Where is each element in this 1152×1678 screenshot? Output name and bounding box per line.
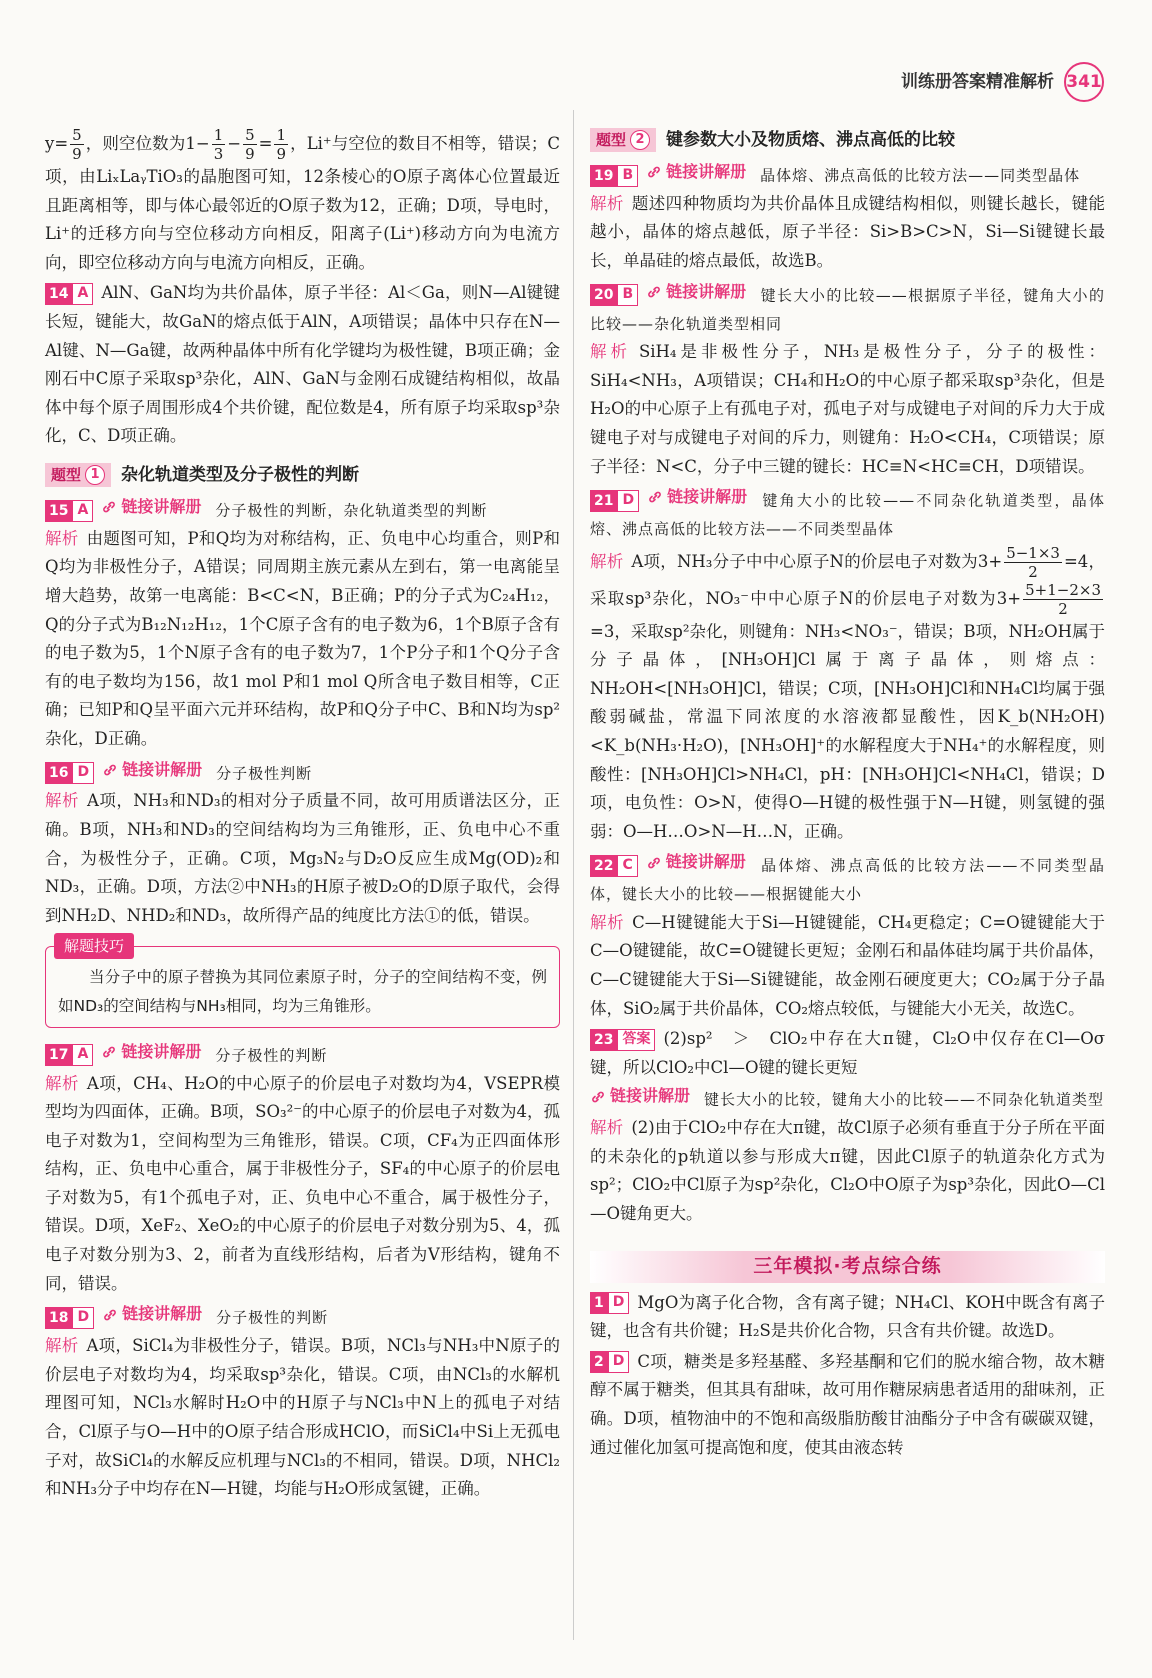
header-title: 训练册答案精准解析 xyxy=(901,71,1054,92)
intro-paragraph: y= $\frac{5}{9}$ ，则空位数为1− $\frac{1}{3}$ − $\frac{5}{9}$ = $\frac{1}{9}$ ，Li⁺与空位的数目不相等，错误；C项，由LiₓLaᵧTiO₃的晶胞图可知，12条棱心的O原子离体心位置最近且距离相等，即与体心最邻近的O原子数为12，正确；D项，导电时，Li⁺的迁移方向与空位移动方向相反，阳离子(Li⁺)移动方向为电流方向，即空位移动方向与电流方向相反，正确。 xyxy=(45,126,561,272)
fraction: $\frac{5-1\times 3}{2}$ xyxy=(1006,543,1060,581)
question-badge: 18 D xyxy=(45,1307,94,1329)
section-banner: 三年模拟·考点综合练 xyxy=(590,1251,1105,1283)
link-icon xyxy=(101,499,117,515)
analysis-23: 解析 (2)由于ClO₂中存在大π键，故Cl原子必须有垂直于分子所在平面的未杂化的p轨道以参与形成大π键，因此Cl原子的轨道杂化方式为sp²；ClO₂中Cl原子为sp²杂化，Cl₂O中O原子为sp³杂化，因此O—Cl—O键角更大。 xyxy=(590,1118,1105,1224)
page-header xyxy=(901,62,1104,102)
analysis-18: 解析 A项，SiCl₄为非极性分子，错误。B项，NCl₃与NH₃中N原子的价层电子对数均为4，均采取sp³杂化，错误。C项，由NCl₃的水解机理图可知，NCl₃水解时H₂O中的H原子与NCl₃中N上的孤电子对结合，Cl原子与O—H中的O原子结合形成HClO，而SiCl₄中Si上无孤电子对，故SiCl₄的水解反应机理与NCl₃的不相同，错误。D项，NHCl₂和NH₃分子中均存在N—H键，均能与H₂O形成氢键，正确。 xyxy=(45,1336,561,1499)
fraction: $\frac{5+1-2\times 3}{2}$ xyxy=(1025,580,1101,618)
analysis-19: 解析 题述四种物质均为共价晶体且成键结构相似，则键长越长，键能越小，晶体的熔点越低，原子半径：Si>B>C>N，Si—Si键键长最长，单晶硅的熔点最低，故选B。 xyxy=(590,193,1106,271)
question-badge: 2 D xyxy=(590,1351,629,1373)
question-badge: 22 C xyxy=(590,855,638,877)
link-icon-label[interactable]: 链接讲解册 xyxy=(101,1038,201,1067)
link-icon xyxy=(647,489,663,505)
link-icon xyxy=(101,1044,117,1060)
section-heading-1: 题型 1 杂化轨道类型及分子极性的判断 xyxy=(45,461,560,489)
link-icon xyxy=(102,1307,118,1323)
question-23: 23 答案 (2)sp² ＞ ClO₂中存在大π键，Cl₂O中仅存在Cl—Oσ键，所以ClO₂中Cl—O键的键长更短 xyxy=(590,1029,1105,1077)
link-icon xyxy=(590,1089,606,1105)
question-2: 2 D C项，糖类是多羟基醛、多羟基酮和它们的脱水缩合物，故木糖醇不属于糖类，但其具有甜味，故可用作糖尿病患者适用的甜味剂，正确。D项，植物油中的不饱和高级脂肪酸甘油酯分子中含有碳碳双键，通过催化加氢可提高饱和度，使其由液态转 xyxy=(590,1351,1105,1457)
fraction: $\frac{1}{3}$ xyxy=(213,126,224,163)
question-22: 22 C 链接讲解册 晶体熔、沸点高低的比较方法——不同类型晶体，键长大小的比较——根据键能大小 xyxy=(590,848,1105,908)
question-20: 20 B 链接讲解册 键长大小的比较——根据原子半径，键角大小的比较——杂化轨道类型相同 xyxy=(590,278,1105,338)
tip-text: 当分子中的原子替换为其同位素原子时，分子的空间结构不变，例如ND₃的空间结构与NH₃相同，均为三角锥形。 xyxy=(58,968,547,1016)
analysis-21: 解析 A项，NH₃分子中中心原子N的价层电子对数为3+ $\frac{5-1\times 3}{2}$ =4，采取sp³杂化，NO₃⁻中中心原子N的价层电子对数为3+ $\frac{5+1-2\times 3}{2}$ =3，采取sp²杂化，则键角：NH₃<NO₃⁻，错误；B项，NH₂OH属于分子晶体，[NH₃OH]Cl属于离子晶体，则熔点：NH₂OH<[NH₃OH]Cl，错误；C项，[NH₃OH]Cl和NH₄Cl均属于强酸弱碱盐，常温下同浓度的水溶液都显酸性，因K_b(NH₂OH)<K_b(NH₃·H₂O)，[NH₃OH]⁺的水解程度大于NH₄⁺的水解程度，则酸性：[NH₃OH]Cl>NH₄Cl，pH：[NH₃OH]Cl<NH₄Cl，错误；D项，电负性：O>N，使得O—H键的极性强于N—H键，则氢键的强弱：O—H…O>N—H…N，正确。 xyxy=(590,543,1106,841)
link-icon xyxy=(646,164,662,180)
question-badge: 23 答案 xyxy=(590,1029,655,1051)
fraction: $\frac{5}{9}$ xyxy=(245,126,255,163)
question-badge: 16 D xyxy=(45,762,94,784)
question-15: 15 A 链接讲解册 分子极性的判断，杂化轨道类型的判断 xyxy=(45,493,560,525)
analysis-16: 解析 A项，NH₃和ND₃的相对分子质量不同，故可用质谱法区分，正确。B项，NH₃和ND₃的空间结构均为三角锥形，正、负电中心不重合，为极性分子，正确。C项，Mg₃N₂与D₂O反应生成Mg(OD)₂和ND₃，正确。D项，方法②中NH₃的H原子被D₂O的D原子取代，会得到NH₂D、NHD₂和ND₃，故所得产品的纯度比方法①的低，错误。 xyxy=(45,791,560,925)
question-17: 17 A 链接讲解册 分子极性的判断 xyxy=(45,1038,560,1070)
question-21: 21 D 链接讲解册 键角大小的比较——不同杂化轨道类型，晶体熔、沸点高低的比较方法——不同类型晶体 xyxy=(590,483,1105,543)
right-column xyxy=(590,126,1105,1462)
question-badge: 1 D xyxy=(590,1292,629,1314)
page-number: 341 xyxy=(1064,62,1104,102)
link-icon-label[interactable]: 链接讲解册 xyxy=(646,848,746,877)
link-icon xyxy=(646,284,662,300)
tip-label: 解题技巧 xyxy=(54,933,134,959)
link-icon-label[interactable]: 链接讲解册 xyxy=(101,493,201,522)
analysis-17: 解析 A项，CH₄、H₂O的中心原子的价层电子对数均为4，VSEPR模型均为四面体，正确。B项，SO₃²⁻的中心原子的价层电子对数为4，孤电子对数为1，空间构型为三角锥形，错误。C项，CF₄为正四面体形结构，正、负电中心重合，属于非极性分子，SF₄的中心原子的价层电子对数为5，有1个孤电子对，正、负电中心不重合，属于极性分子，错误。D项，XeF₂、XeO₂的中心原子的价层电子对数分别为5、4，孤电子对数分别为3、2，前者为直线形结构，后者为V形结构，键角不同，错误。 xyxy=(45,1073,560,1293)
link-icon-label[interactable]: 链接讲解册 xyxy=(590,1082,690,1111)
link-icon-label[interactable]: 链接讲解册 xyxy=(102,1300,202,1329)
question-18: 18 D 链接讲解册 分子极性的判断 xyxy=(45,1300,560,1332)
analysis-22: 解析 C—H键键能大于Si—H键键能，CH₄更稳定；C=O键键能大于C—O键键能，故C=O键键长更短；金刚石和晶体硅均属于共价晶体，C—C键键能大于Si—Si键键能，故金刚石硬度更大；CO₂属于分子晶体，SiO₂属于共价晶体，CO₂熔点较低，与键能大小无关，故选C。 xyxy=(590,912,1106,1018)
link-icon-label[interactable]: 链接讲解册 xyxy=(646,158,746,187)
link-icon xyxy=(102,762,118,778)
link-icon-label[interactable]: 链接讲解册 xyxy=(102,756,202,785)
question-badge: 20 B xyxy=(590,284,638,306)
question-badge: 17 A xyxy=(45,1044,93,1066)
question-badge: 14 A xyxy=(45,283,93,305)
tip-box xyxy=(45,937,560,1027)
link-icon xyxy=(646,855,662,871)
analysis-15: 解析 由题图可知，P和Q均为对称结构，正、负电中心均重合，则P和Q均为非极性分子，A错误；同周期主族元素从左到右，第一电离能呈增大趋势，故第一电离能：B<C<N，B正确；P的分子式为C₂₄H₁₂，Q的分子式为B₁₂N₁₂H₁₂，1个C原子含有的电子数为6，1个B原子含有的电子数为5，1个N原子含有的电子数为7，1个P分子和1个Q分子含有的电子数均为156，故1 mol P和1 mol Q所含电子数目相等，C正确；已知P和Q呈平面六元并环结构，故P和Q分子中C、B和N均为sp²杂化，D正确。 xyxy=(45,528,561,748)
section-heading-2: 题型 2 键参数大小及物质熔、沸点高低的比较 xyxy=(590,126,1105,154)
question-badge: 21 D xyxy=(590,490,639,512)
fraction: $\frac{5}{9}$ xyxy=(72,126,82,163)
analysis-20: 解析 SiH₄是非极性分子，NH₃是极性分子，分子的极性：SiH₄<NH₃，A项错误；CH₄和H₂O的中心原子都采取sp³杂化，但是H₂O的中心原子上有孤电子对，孤电子对与成键电子对间的斥力大于成键电子对与成键电子对间的斥力，则键角：H₂O<CH₄，C项错误；原子半径：N<C，分子中三键的键长：HC≡N<HC≡CH，D项错误。 xyxy=(590,342,1105,476)
link-icon-label[interactable]: 链接讲解册 xyxy=(646,278,746,307)
question-badge: 15 A xyxy=(45,500,93,522)
column-divider xyxy=(573,110,574,1640)
fraction: $\frac{1}{9}$ xyxy=(276,126,286,163)
question-badge: 19 B xyxy=(590,165,638,187)
link-icon-label[interactable]: 链接讲解册 xyxy=(647,483,747,512)
question-19: 19 B 链接讲解册 晶体熔、沸点高低的比较方法——同类型晶体 xyxy=(590,158,1105,190)
question-1: 1 D MgO为离子化合物，含有离子键；NH₄Cl、KOH中既含有离子键，也含有共价键；H₂S是共价化合物，只含有共价键。故选D。 xyxy=(590,1292,1105,1341)
link-23: 链接讲解册 键长大小的比较，键角大小的比较——不同杂化轨道类型 xyxy=(590,1082,1105,1114)
left-column xyxy=(45,126,560,1504)
question-14: 14 A AlN、GaN均为共价晶体，原子半径：Al＜Ga，则N—Al键键长短，键能大，故GaN的熔点低于AlN，A项错误；晶体中只存在N—Al键、N—Ga键，故两种晶体中所有化学键均为极性键，B项正确；金刚石中C原子采取sp³杂化，AlN、GaN与金刚石成键结构相似，故晶体中每个原子周围形成4个共价键，配位数是4，所有原子均采取sp³杂化，C、D项正确。 xyxy=(45,283,560,446)
question-16: 16 D 链接讲解册 分子极性判断 xyxy=(45,756,560,788)
